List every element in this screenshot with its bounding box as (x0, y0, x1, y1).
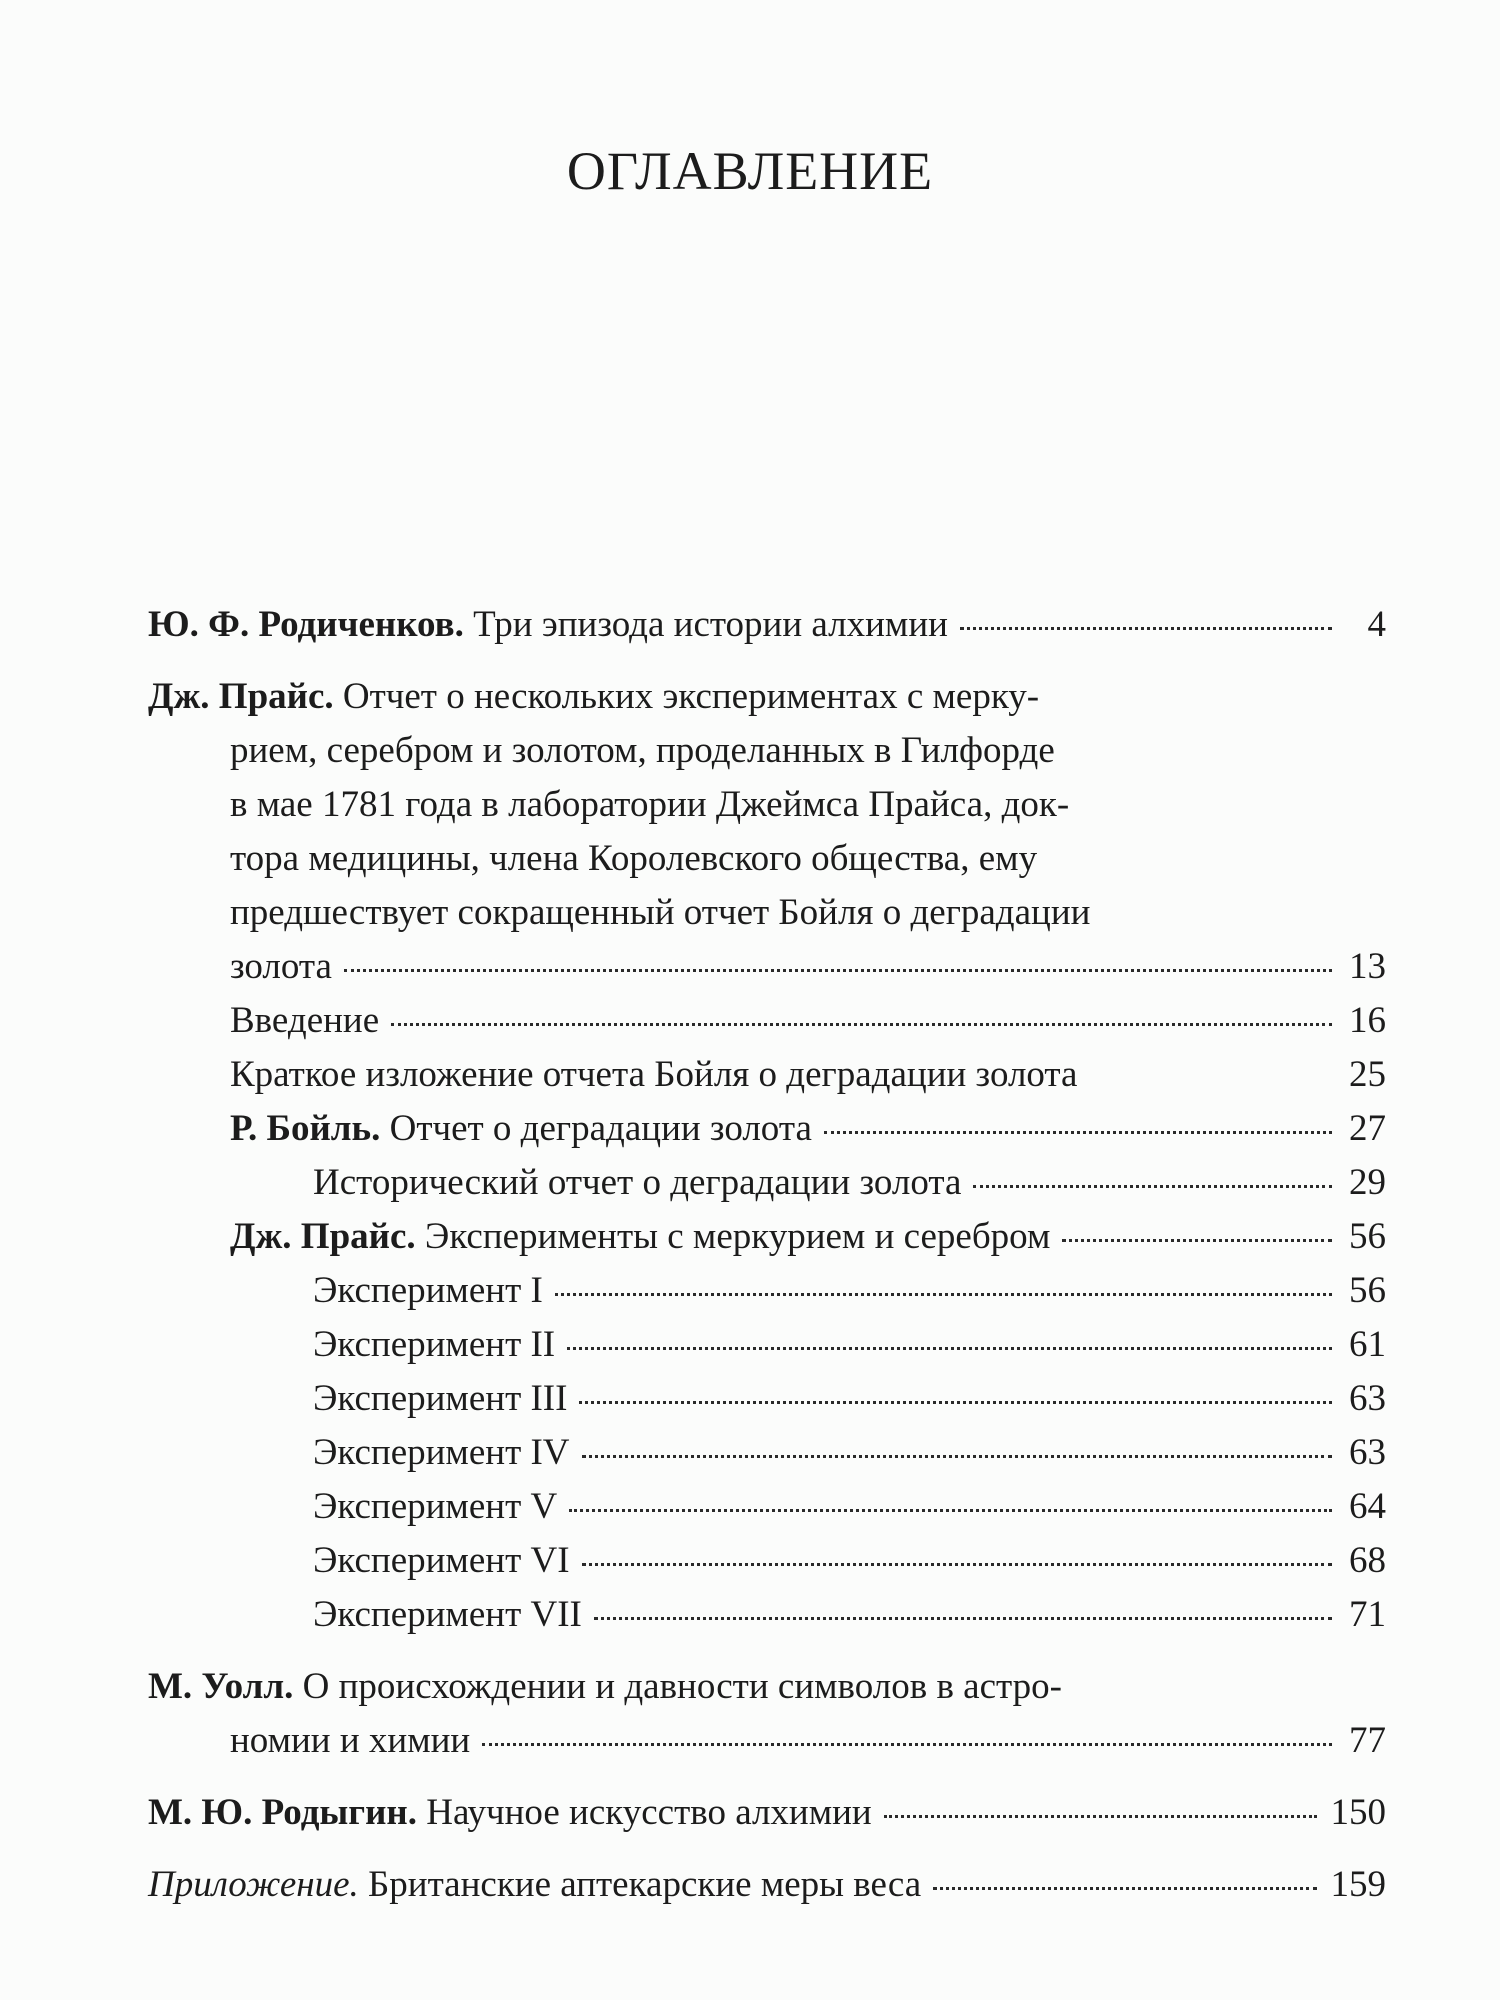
entry-page-number: 56 (1349, 1216, 1386, 1257)
toc-entry-appendix[interactable] (148, 1858, 1386, 1912)
entry-title: Эксперимент IV (313, 1432, 570, 1473)
entry-page-number: 64 (1349, 1486, 1386, 1527)
toc-entry-experiment-3[interactable] (148, 1372, 1386, 1426)
entry-page-number: 56 (1349, 1270, 1386, 1311)
dot-leader (973, 1185, 1332, 1188)
page-title: ОГЛАВЛЕНИЕ (566, 141, 934, 201)
entry-title-line: Отчет о нескольких экспериментах с мерку- (342, 676, 1040, 717)
dot-leader (391, 1023, 1332, 1026)
entry-title: Краткое изложение отчета Бойля о деградации золота (230, 1054, 1078, 1095)
entry-title-line: золота (230, 946, 332, 987)
entry-title: Эксперимент V (313, 1486, 558, 1527)
dot-leader (344, 969, 1332, 972)
dot-leader (567, 1347, 1332, 1350)
dot-leader (579, 1401, 1332, 1404)
entry-title: Научное искусство алхимии (426, 1792, 872, 1833)
entry-page-number: 4 (1367, 604, 1386, 645)
entry-author: Р. Бойль. (230, 1108, 381, 1149)
dot-leader (960, 627, 1332, 630)
entry-title: Эксперимент III (313, 1378, 568, 1419)
toc-entry-experiment-7[interactable] (148, 1588, 1386, 1642)
entry-title: Эксперимент I (313, 1270, 543, 1311)
entry-page-number: 71 (1349, 1594, 1386, 1635)
entry-title-line: предшествует сокращенный отчет Бойля о деградации (230, 892, 1091, 933)
entry-author: Дж. Прайс. (230, 1216, 416, 1257)
entry-title: Отчет о деградации золота (389, 1108, 812, 1149)
entry-title: Эксперименты с меркурием и серебром (424, 1216, 1051, 1257)
entry-title-line: в мае 1781 года в лаборатории Джеймса Прайса, док- (230, 784, 1070, 825)
toc-entry-price-report[interactable] (148, 670, 1386, 994)
dot-leader (582, 1455, 1332, 1458)
toc-entry-rodichenkov[interactable] (148, 598, 1386, 652)
toc-entry-introduction[interactable] (148, 994, 1386, 1048)
entry-title-line: номии и химии (230, 1720, 471, 1761)
entry-page-number: 27 (1349, 1108, 1386, 1149)
toc-entry-historical-report[interactable] (148, 1156, 1386, 1210)
entry-title-line: рием, серебром и золотом, проделанных в Гилфорде (230, 730, 1055, 771)
entry-page-number: 61 (1349, 1324, 1386, 1365)
dot-leader (582, 1563, 1332, 1566)
dot-leader (884, 1815, 1317, 1818)
entry-page-number: 25 (1349, 1054, 1386, 1095)
dot-leader (482, 1743, 1332, 1746)
dot-leader (555, 1293, 1332, 1296)
toc-entry-boyle-summary[interactable] (148, 1048, 1386, 1102)
dot-leader (594, 1617, 1332, 1620)
entry-author: Ю. Ф. Родиченков. (148, 604, 464, 645)
toc-entry-experiment-1[interactable] (148, 1264, 1386, 1318)
entry-title: Исторический отчет о деградации золота (313, 1162, 962, 1203)
entry-page-number: 63 (1349, 1378, 1386, 1419)
entry-title: Введение (230, 1000, 380, 1041)
entry-author: М. Ю. Родыгин. (148, 1792, 417, 1833)
entry-author: Дж. Прайс. (148, 676, 334, 717)
entry-title-line: О происхождении и давности символов в астро- (302, 1666, 1062, 1707)
toc-entry-experiment-4[interactable] (148, 1426, 1386, 1480)
dot-leader (824, 1131, 1332, 1134)
entry-page-number: 77 (1349, 1720, 1386, 1761)
entry-page-number: 13 (1349, 946, 1386, 987)
entry-title: Эксперимент II (313, 1324, 556, 1365)
entry-page-number: 63 (1349, 1432, 1386, 1473)
toc-entry-boyle-report[interactable] (148, 1102, 1386, 1156)
appendix-label: Приложение. (148, 1864, 359, 1905)
toc-entry-rodygin[interactable] (148, 1786, 1386, 1840)
toc-entry-experiment-6[interactable] (148, 1534, 1386, 1588)
toc-entry-price-experiments[interactable] (148, 1210, 1386, 1264)
entry-page-number: 150 (1330, 1792, 1386, 1833)
dot-leader (933, 1887, 1316, 1890)
toc-entry-experiment-5[interactable] (148, 1480, 1386, 1534)
dot-leader (1062, 1239, 1332, 1242)
entry-page-number: 68 (1349, 1540, 1386, 1581)
entry-title: Эксперимент VI (313, 1540, 570, 1581)
entry-title: Британские аптекарские меры веса (368, 1864, 922, 1905)
entry-title: Эксперимент VII (313, 1594, 582, 1635)
entry-page-number: 16 (1349, 1000, 1386, 1041)
entry-title: Три эпизода истории алхимии (473, 604, 948, 645)
table-of-contents (148, 598, 1386, 1912)
entry-author: М. Уолл. (148, 1666, 294, 1707)
entry-page-number: 29 (1349, 1162, 1386, 1203)
toc-entry-wall[interactable] (148, 1660, 1386, 1768)
entry-title-line: тора медицины, члена Королевского общества, ему (230, 838, 1038, 879)
entry-page-number: 159 (1330, 1864, 1386, 1905)
dot-leader (569, 1509, 1332, 1512)
toc-entry-experiment-2[interactable] (148, 1318, 1386, 1372)
